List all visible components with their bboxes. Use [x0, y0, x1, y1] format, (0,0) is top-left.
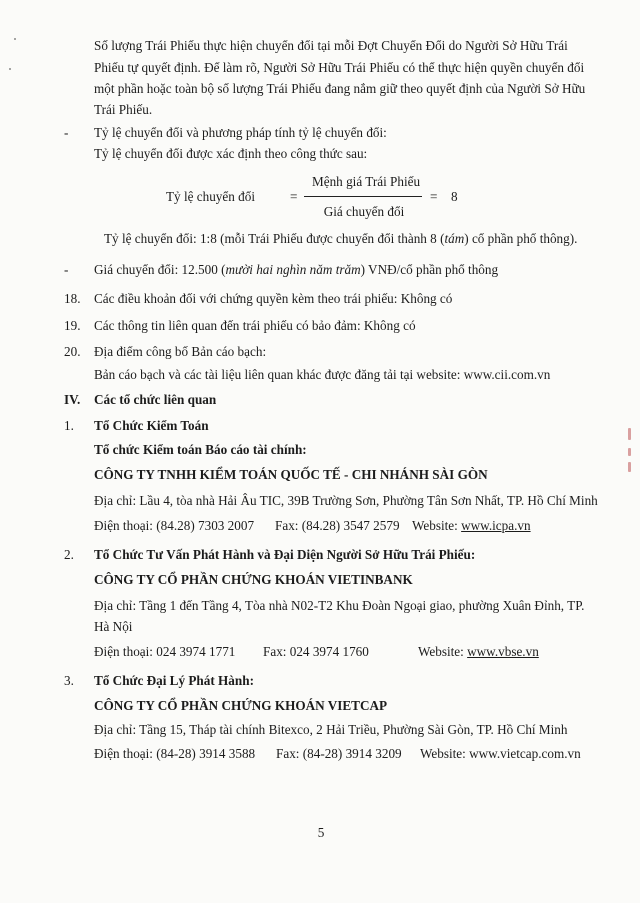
- org-website: [412, 517, 531, 534]
- margin-mark: [628, 462, 631, 472]
- org-subtitle: Tổ chức Kiểm toán Báo cáo tài chính:: [94, 442, 307, 457]
- org-address: Địa chỉ: Tầng 15, Tháp tài chính Bitexco, 2 Hải Triều, Phường Sài Gòn, TP. Hồ Chí Minh: [94, 722, 568, 737]
- formula-equals: =: [290, 189, 298, 204]
- bullet-dash: -: [64, 262, 69, 277]
- conversion-price: [94, 261, 498, 278]
- item-number: 19.: [64, 318, 81, 333]
- item-text: Các điều khoản đối với chứng quyền kèm theo trái phiếu: Không có: [94, 291, 453, 306]
- formula-result: 8: [451, 189, 458, 204]
- ratio-heading: Tỷ lệ chuyển đổi và phương pháp tính tỷ lệ chuyển đổi:: [94, 125, 387, 140]
- org-address: Địa chỉ: Tầng 1 đến Tầng 4, Tòa nhà N02-T2 Khu Đoàn Ngoại giao, phường Xuân Đỉnh, TP.: [94, 598, 585, 613]
- org-fax: Fax: (84.28) 3547 2579: [275, 518, 400, 533]
- org-fax: Fax: (84-28) 3914 3209: [276, 746, 402, 761]
- formula-equals: =: [430, 189, 438, 204]
- scan-speck: [9, 68, 11, 70]
- price-text: ) VNĐ/cổ phần phổ thông: [360, 262, 499, 277]
- org-phone: Điện thoại: (84.28) 7303 2007: [94, 518, 255, 533]
- intro-line: Số lượng Trái Phiếu thực hiện chuyển đổi tại mỗi Đợt Chuyển Đổi do Người Sở Hữu Trái: [94, 38, 568, 53]
- org-title: Tổ Chức Đại Lý Phát Hành:: [94, 673, 254, 688]
- org-fax: Fax: 024 3974 1760: [263, 644, 369, 659]
- org-address: Hà Nội: [94, 619, 133, 634]
- section-title: Các tổ chức liên quan: [94, 392, 217, 407]
- section-number: IV.: [64, 392, 81, 407]
- margin-mark: [628, 448, 631, 456]
- website-label: Website:: [412, 518, 462, 533]
- item-number: 18.: [64, 291, 81, 306]
- scan-speck: [14, 38, 16, 40]
- org-company: CÔNG TY TNHH KIỂM TOÁN QUỐC TẾ - CHI NHÁNH SÀI GÒN: [94, 467, 488, 482]
- org-website: Website: www.vietcap.com.vn: [420, 746, 581, 761]
- website-link[interactable]: www.vbse.vn: [467, 644, 539, 659]
- fraction-bar: [304, 196, 422, 197]
- org-title: Tổ Chức Tư Vấn Phát Hành và Đại Diện Người Sở Hữu Trái Phiếu:: [94, 547, 476, 562]
- org-phone: Điện thoại: 024 3974 1771: [94, 644, 236, 659]
- intro-line: một phần hoặc toàn bộ số lượng Trái Phiếu đang nắm giữ theo quyết định của Người Sở Hữu: [94, 81, 586, 96]
- org-company: CÔNG TY CỔ PHẦN CHỨNG KHOÁN VIETCAP: [94, 698, 388, 713]
- item-number: 20.: [64, 344, 81, 359]
- item-detail: Bản cáo bạch và các tài liệu liên quan khác được đăng tải tại website: www.cii.com.vn: [94, 367, 551, 382]
- page-number: 5: [317, 825, 325, 840]
- bullet-dash: -: [64, 125, 69, 140]
- website-label: Website:: [418, 644, 468, 659]
- formula-denominator: Giá chuyển đổi: [323, 204, 405, 219]
- org-address: Địa chỉ: Lầu 4, tòa nhà Hải Âu TIC, 39B Trường Sơn, Phường Tân Sơn Nhất, TP. Hồ Chí Minh: [94, 493, 598, 508]
- org-title: Tổ Chức Kiểm Toán: [94, 418, 209, 433]
- ratio-statement: [104, 230, 577, 247]
- formula-lhs: Tỷ lệ chuyển đổi: [166, 189, 255, 204]
- ratio-intro: Tỷ lệ chuyển đổi được xác định theo công thức sau:: [94, 146, 368, 161]
- website-link[interactable]: www.icpa.vn: [461, 518, 531, 533]
- item-text: Địa điểm công bố Bản cáo bạch:: [94, 344, 267, 359]
- price-text: Giá chuyển đổi: 12.500 (: [94, 262, 226, 277]
- price-text-italic: mười hai nghìn năm trăm: [225, 262, 361, 277]
- intro-line: Trái Phiếu.: [94, 102, 153, 117]
- org-number: 3.: [64, 673, 74, 688]
- margin-mark: [628, 428, 631, 440]
- ratio-text: Tỷ lệ chuyển đổi: 1:8 (mỗi Trái Phiếu được chuyển đổi thành 8 (: [104, 231, 445, 246]
- intro-line: Phiếu tự quyết định. Để làm rõ, Người Sở Hữu Trái Phiếu có thể thực hiện quyền chuyển đổi: [94, 60, 585, 75]
- formula-numerator: Mệnh giá Trái Phiếu: [312, 174, 421, 189]
- item-text: Các thông tin liên quan đến trái phiếu có bảo đảm: Không có: [94, 318, 416, 333]
- ratio-text: ) cổ phần phổ thông).: [464, 231, 578, 246]
- org-number: 2.: [64, 547, 74, 562]
- org-company: CÔNG TY CỔ PHẦN CHỨNG KHOÁN VIETINBANK: [94, 572, 413, 587]
- org-number: 1.: [64, 418, 74, 433]
- ratio-text-italic: tám: [444, 231, 465, 246]
- org-phone: Điện thoại: (84-28) 3914 3588: [94, 746, 256, 761]
- org-website: [418, 643, 539, 660]
